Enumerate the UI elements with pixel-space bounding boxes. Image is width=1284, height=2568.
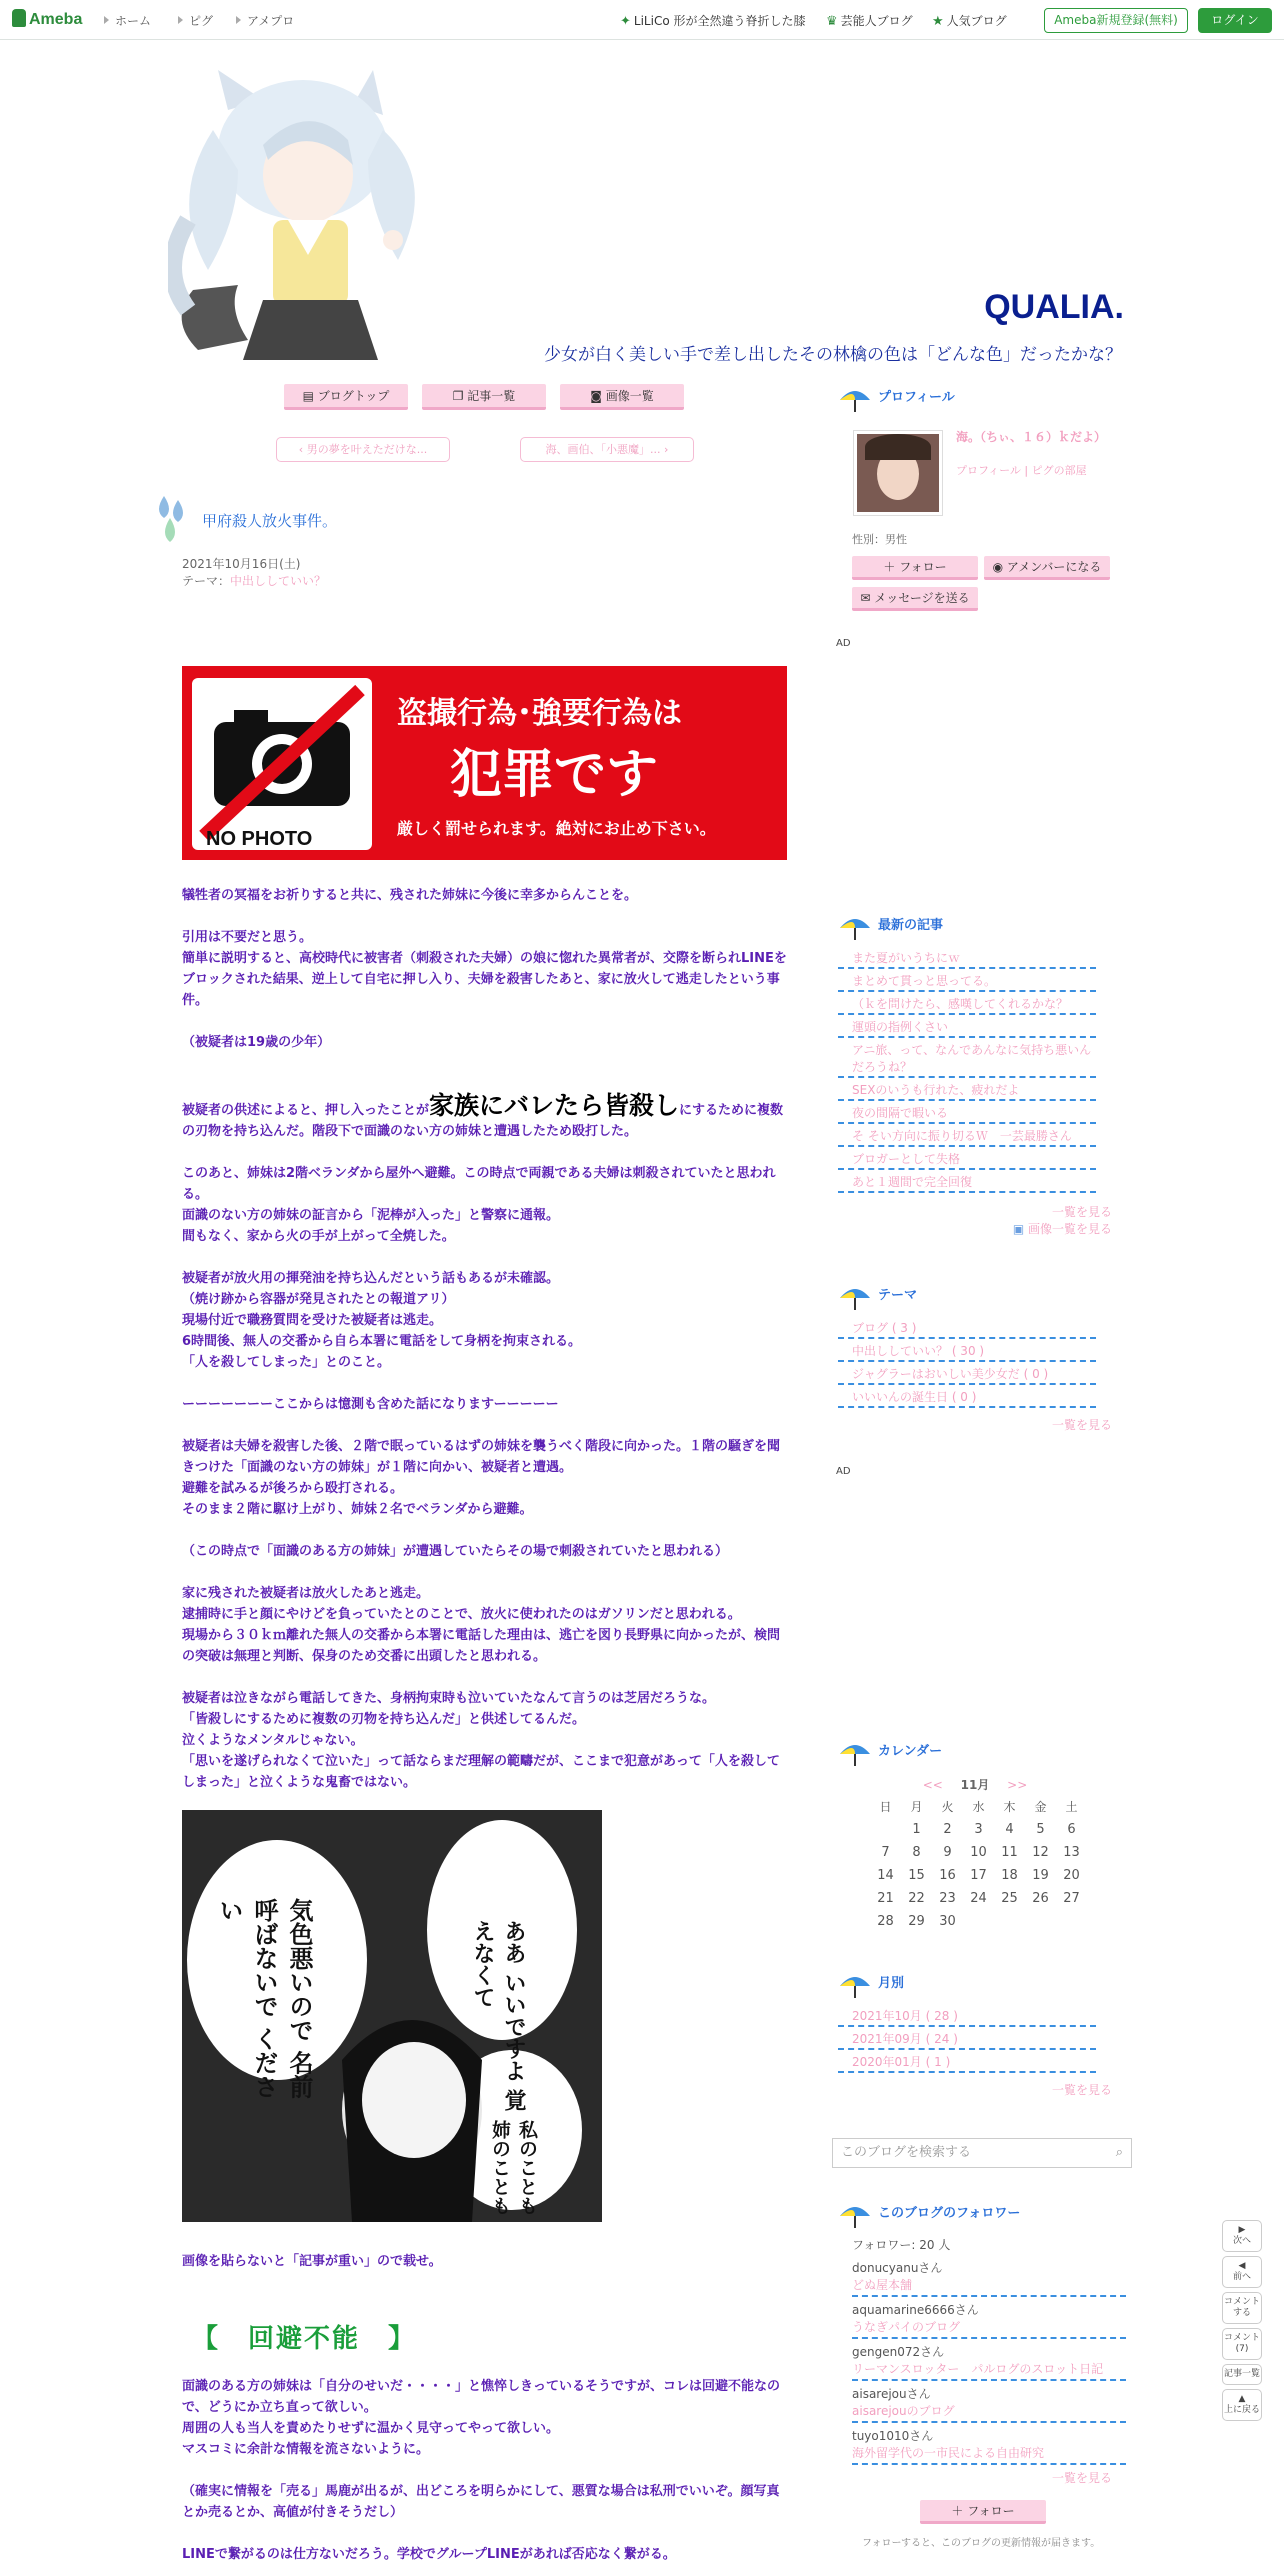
- trend-link[interactable]: ✦ LiLiCo 形が全然違う脊折した膝: [620, 14, 806, 29]
- theme-more-link[interactable]: 一覧を見る: [1051, 1418, 1112, 1432]
- triangle-icon: [236, 16, 241, 24]
- recent-item[interactable]: あと１週間で完全回復: [838, 1170, 1096, 1193]
- calendar-grid: 日 月 火 水 木 金 土 1 2 3 4 5 6 7 8 9 10 11 12 13 14 15 16 17 18 19 20 21 22 23 24 25 26 27 28 29 30: [877, 1800, 1080, 1929]
- profile-heading: プロフィール: [838, 382, 955, 414]
- theme-item[interactable]: いいいんの誕生日 ( 0 ): [838, 1385, 1096, 1408]
- logo-text: Ameba: [29, 11, 83, 28]
- header-illustration: [168, 70, 558, 365]
- recent-section: [838, 910, 1112, 1237]
- archive-heading: 月別: [838, 1968, 1112, 2000]
- entry-title[interactable]: 甲府殺人放火事件。: [202, 512, 338, 530]
- back-icon: ◀: [1238, 2261, 1246, 2271]
- doc-icon: ▤: [302, 389, 318, 403]
- ad-label: AD: [836, 638, 851, 649]
- celeb-blog-link[interactable]: ♛ 芸能人ブログ: [826, 14, 913, 29]
- umbrella-icon: [838, 1968, 872, 2000]
- next-button[interactable]: ▶ 次へ: [1222, 2220, 1262, 2252]
- follower-item[interactable]: donucyanuさん どぬ屋本舗: [852, 2259, 1126, 2297]
- recent-more-link[interactable]: 一覧を見る: [1051, 1205, 1112, 1219]
- recent-item[interactable]: SEXのいうも行れた、疲れだよ: [838, 1078, 1096, 1101]
- plus-icon: ＋: [883, 560, 900, 574]
- recent-item[interactable]: アニ旅、って、なんであんなに気持ち悪いんだろうね？: [838, 1038, 1096, 1078]
- signup-button[interactable]: Ameba新規登録(無料): [1044, 8, 1188, 33]
- speech-bubble-3: 気色悪いので 名前呼ばないで ください: [215, 1898, 313, 2099]
- profile-gender: 性別：男性: [852, 533, 907, 546]
- follower-item[interactable]: tuyo1010さん 海外留学代の一市民による自由研究: [852, 2427, 1126, 2465]
- archive-list: [838, 2004, 1112, 2073]
- profile-links[interactable]: プロフィール | ピグの部屋: [956, 464, 1087, 477]
- theme-list: [838, 1316, 1112, 1408]
- droplet-icon: [152, 496, 192, 546]
- calendar-prev[interactable]: <<: [922, 1778, 943, 1792]
- comment-button[interactable]: コメントする: [1222, 2292, 1262, 2324]
- play-icon: ▶: [1238, 2225, 1246, 2235]
- recent-item[interactable]: （ｋを問けたら、感嘆してくれるかな？: [838, 992, 1096, 1015]
- prev-entry-button[interactable]: ‹ 男の夢を叶えただけな...: [276, 437, 450, 462]
- follower-item[interactable]: aisarejouさん aisarejouのブログ: [852, 2385, 1126, 2423]
- archive-item[interactable]: 2021年10月 ( 28 ): [838, 2004, 1096, 2027]
- theme-section: [838, 1280, 1112, 1433]
- plus-icon: ＋: [951, 2504, 968, 2518]
- profile-name[interactable]: 海。（ちぃ、１６）ｋだよ）: [956, 430, 1107, 444]
- prev-button[interactable]: ◀ 前へ: [1222, 2256, 1262, 2288]
- blog-description: 少女が白く美しい手で差し出したその林檎の色は「どんな色」だったかな？: [544, 345, 1122, 365]
- article-body-2: 面識のある方の姉妹は「自分のせいだ・・・・」と憔悴しきっているそうですが、コレは回避不能なので、どうにか立ち直って欲しい。 周囲の人も当人を責めたりせずに温かく見守ってやって欲しい。 マスコミに余計な情報を流さないように。 （確実に情報を「売る」馬鹿が出るが、出どころを明らかにして、悪質な場合は私刑でいいぞ。顔写真とか売るとか、高値が付きそうだし） LINEで繋がるのは仕方ないだろう。学校でグループLINEがあれば否応なく繋がる。: [182, 2379, 781, 2562]
- manga-image[interactable]: [182, 1810, 602, 2222]
- section-heading: 【 回避不能 】: [192, 2324, 417, 2354]
- speech-bubble-2: 私のことも 姉のことも: [489, 2120, 538, 2215]
- triangle-icon: [104, 16, 109, 24]
- no-photo-banner: [182, 666, 787, 860]
- follower-item[interactable]: gengen072さん リーマンスロッター パルログのスロット日記: [852, 2343, 1126, 2381]
- theme-item[interactable]: ジャグラーはおいしい美少女だ ( 0 ): [838, 1362, 1096, 1385]
- message-button[interactable]: ✉ メッセージを送る: [852, 587, 978, 611]
- archive-item[interactable]: 2020年01月 ( 1 ): [838, 2050, 1096, 2073]
- article-body: 犠牲者の冥福をお祈りすると共に、残された姉妹に今後に幸多からんことを。 引用は不要だと思う。 簡単に説明すると、高校時代に被害者（刺殺された夫婦）の娘に惚れた異常者が、交際を断られLINEをブロックされた結果、逆上して自宅に押し入り、夫婦を殺害したあと、家に放火して逃走したという事件。 （被疑者は19歳の少年） 被疑者の供述によると、押し入ったことが家族にバレたら皆殺しにするために複数の刃物を持ち込んだ。階段下で面識のない方の姉妹と遭遇したため殴打した。 このあと、姉妹は2階ベランダから屋外へ避難。この時点で両親である夫婦は刺殺されていたと思われる。 面識のない方の姉妹の証言から「泥棒が入った」と警察に通報。 間もなく、家から火の手が上がって全焼した。 被疑者が放火用の揮発油を持ち込んだという話もあるが未確認。 （焼け跡から容器が発見されたとの報道アリ） 現場付近で職務質問を受けた被疑者は逃走。 6時間後、無人の交番から自ら本署に電話をして身柄を拘束される。 「人を殺してしまった」とのこと。 ーーーーーーーここからは憶測も含めた話になりますーーーーー 被疑者は夫婦を殺害した後、２階で眠っているはずの姉妹を襲うべく階段に向かった。１階の騒ぎを聞きつけた「面識のない方の姉妹」が１階に向かい、被疑者と遭遇。 避難を試みるが後ろから殴打される。 そのまま２階に駆け上がり、姉妹２名でベランダから避難。 （この時点で「面識のある方の姉妹」が遭遇していたらその場で刺殺されていたと思われる） 家に残された被疑者は放火したあと逃走。 逮捕時に手と顔にやけどを負っていたとのことで、放火に使われたのはガソリンだと思われる。 現場から３０ｋｍ離れた無人の交番から本署に電話した理由は、逃亡を図り長野県に向かったが、検問の突破は無理と判断、保身のため交番に出頭したと思われる。 被疑者は泣きながら電話してきた、身柄拘束時も泣いていたなんて言うのは芝居だろうな。 「皆殺しにするために複数の刃物を持ち込んだ」と供述してるんだ。 泣くようなメンタルじゃない。 「思いを遂げられなくて泣いた」って話ならまだ理解の範疇だが、ここまで犯意があって「人を殺してしまった」と泣くような鬼畜ではない。: [182, 888, 787, 1790]
- theme-item[interactable]: 中出ししていい？ ( 30 ): [838, 1339, 1096, 1362]
- speech-bubble-1: ああ いいですよ 覚えなくて: [470, 1920, 526, 2112]
- chat-icon: ◉: [992, 560, 1007, 574]
- recent-heading: 最新の記事: [838, 910, 1112, 942]
- follow-button[interactable]: ＋ フォロー: [852, 556, 978, 580]
- image-icon: ▣: [1012, 1222, 1028, 1236]
- images-more-link[interactable]: ▣ 画像一覧を見る: [1012, 1222, 1112, 1236]
- image-list-button[interactable]: ◙ 画像一覧: [560, 384, 684, 410]
- camera-icon: ◙: [590, 389, 606, 403]
- theme-heading: テーマ: [838, 1280, 1112, 1312]
- diamond-icon: ✦: [620, 14, 631, 29]
- blog-search-input[interactable]: このブログを検索する ⌕: [832, 2138, 1132, 2168]
- entry-list-nav-button[interactable]: 記事一覧: [1222, 2364, 1262, 2385]
- calendar-section: [838, 1736, 1112, 1933]
- recent-item[interactable]: また夏がいうちにｗ: [838, 946, 1096, 969]
- entry-list-button[interactable]: ❐ 記事一覧: [422, 384, 546, 410]
- archive-section: [838, 1968, 1112, 2098]
- blog-title[interactable]: QUALIA.: [984, 288, 1124, 326]
- nav-pigg[interactable]: ピグ: [178, 12, 213, 29]
- triangle-icon: [178, 16, 183, 24]
- umbrella-icon: [838, 1736, 872, 1768]
- profile-section: [838, 382, 955, 414]
- profile-avatar[interactable]: [853, 430, 943, 516]
- calendar-heading: カレンダー: [838, 1736, 1112, 1768]
- recent-item[interactable]: 夜の間隔で暇いる: [838, 1101, 1096, 1124]
- recent-item[interactable]: 運頭の指例くさい: [838, 1015, 1096, 1038]
- theme-link[interactable]: 中出ししていい？: [230, 574, 327, 588]
- recent-list: [838, 946, 1112, 1193]
- avatar: [857, 434, 939, 512]
- entry-theme: テーマ：中出ししていい？: [182, 574, 327, 588]
- umbrella-icon: [838, 382, 872, 414]
- calendar-month: 11月: [960, 1778, 990, 1792]
- mail-icon: ✉: [860, 591, 875, 605]
- archive-more-link[interactable]: 一覧を見る: [1051, 2083, 1112, 2097]
- archive-item[interactable]: 2021年09月 ( 24 ): [838, 2027, 1096, 2050]
- followers-section: [838, 2198, 1126, 2486]
- banner-line3: 厳しく罰せられます。絶対にお止め下さい。: [397, 819, 716, 838]
- next-entry-button[interactable]: 海、画伯、「小悪魔」... ›: [520, 437, 694, 462]
- follower-count: フォロワー: 20 人: [852, 2238, 951, 2252]
- recent-item[interactable]: そ そい方向に振り切るＷ 一芸最勝さん: [838, 1124, 1096, 1147]
- umbrella-icon: [838, 1280, 872, 1312]
- search-icon[interactable]: ⌕: [1115, 2145, 1123, 2160]
- copy-icon: ❐: [452, 389, 468, 403]
- umbrella-icon: [838, 910, 872, 942]
- image-caption: 画像を貼らないと「記事が重い」ので载せ。: [182, 2254, 442, 2269]
- umbrella-icon: [838, 2198, 872, 2230]
- recent-item[interactable]: まとめて貫っと思ってる。: [838, 969, 1096, 992]
- follow-note: フォローすると、このブログの更新情報が届きます。: [862, 2538, 1101, 2549]
- blog-top-button[interactable]: ▤ ブログトップ: [284, 384, 408, 410]
- up-icon: ▲: [1238, 2394, 1246, 2404]
- comments-button[interactable]: コメント(7): [1222, 2328, 1262, 2360]
- crown-icon: ♛: [826, 14, 838, 29]
- back-to-top-button[interactable]: ▲ 上に戻る: [1222, 2389, 1262, 2421]
- nav-amepro[interactable]: アメプロ: [236, 12, 294, 29]
- follower-item[interactable]: aquamarine6666さん うなぎパイのブログ: [852, 2301, 1126, 2339]
- ad-label: AD: [836, 1466, 851, 1477]
- followers-more-link[interactable]: 一覧を見る: [1051, 2471, 1112, 2485]
- popular-blog-link[interactable]: ★ 人気ブログ: [932, 14, 1007, 29]
- banner-line1: 盗撮行為･強要行為は: [397, 696, 682, 731]
- theme-item[interactable]: ブログ ( 3 ): [838, 1316, 1096, 1339]
- ameba-mascot-icon: [12, 9, 26, 27]
- star-icon: ★: [932, 14, 944, 29]
- followers-heading: このブログのフォロワー: [838, 2198, 1126, 2230]
- ameba-logo[interactable]: [12, 9, 82, 29]
- follow-button-bottom[interactable]: ＋ フォロー: [920, 2500, 1046, 2524]
- calendar-nav: [838, 1776, 1112, 1793]
- login-button[interactable]: ログイン: [1198, 8, 1272, 33]
- global-header: [0, 0, 1284, 40]
- recent-item[interactable]: ブロガーとして失格: [838, 1147, 1096, 1170]
- calendar-next[interactable]: >>: [1007, 1778, 1028, 1792]
- amember-button[interactable]: ◉ アメンバーになる: [984, 556, 1110, 580]
- entry-date: 2021年10月16日(土): [182, 557, 301, 571]
- banner-line2: 犯罪です: [450, 745, 659, 805]
- no-photo-label: NO PHOTO: [206, 828, 313, 850]
- follower-list: [852, 2236, 1126, 2465]
- nav-home[interactable]: ホーム: [104, 12, 151, 29]
- floating-nav: [1222, 2220, 1264, 2425]
